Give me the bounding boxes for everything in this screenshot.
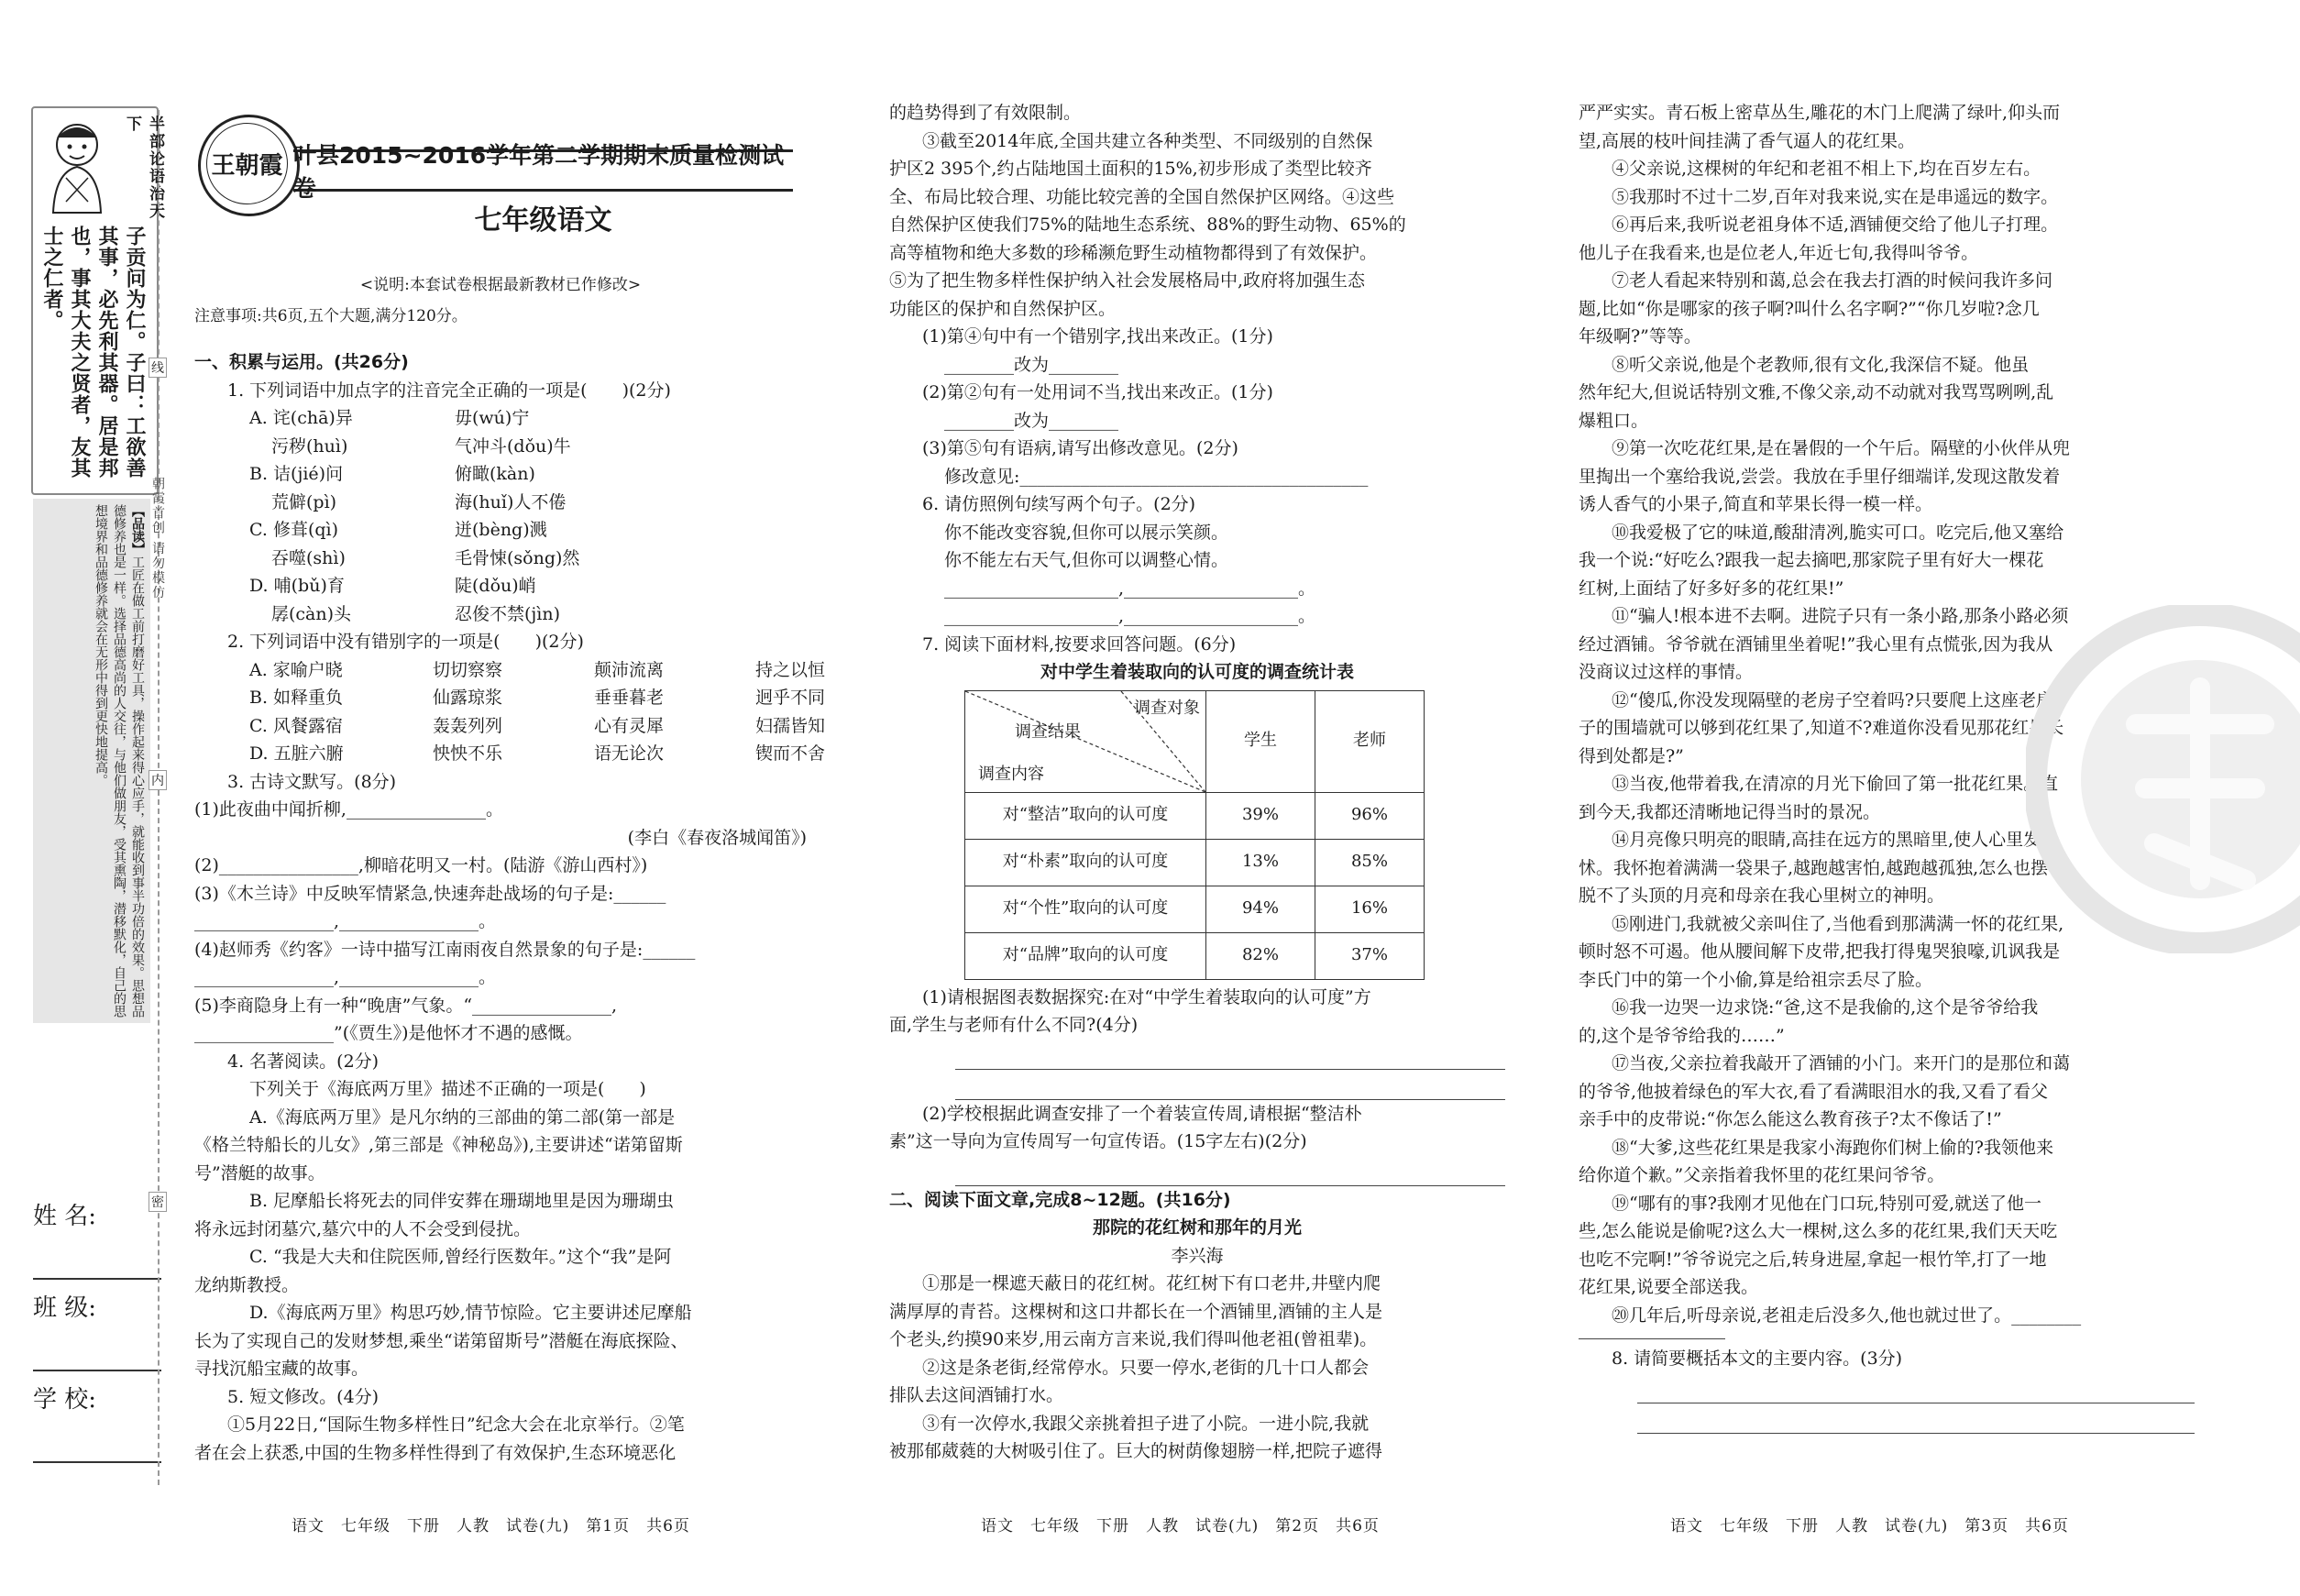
table-cell: 82%	[1206, 932, 1315, 979]
text-line: 护区2 395个,约占陆地国土面积的15%,初步形成了类型比较齐	[889, 159, 1372, 179]
text-line: 的趋势得到了有效限制。	[889, 103, 1082, 123]
text-line: 得到处都是?”	[1579, 745, 1684, 766]
text-line: ④父亲说,这棵树的年纪和老祖不相上下,均在百岁左右。	[1612, 159, 2041, 179]
text-line: 2. 下列词语中没有错别字的一项是( )(2分)	[227, 632, 584, 652]
table-cell: 85%	[1315, 839, 1425, 886]
text-line: 3. 古诗文默写。(8分)	[227, 771, 397, 792]
text-line: ________________”(《贾生》)是他怀才不遇的感慨。	[194, 1023, 583, 1043]
text-line: (2)学校根据此调查安排了一个着装宣传周,请根据“整洁朴	[922, 1103, 1362, 1124]
table-diagonal-header: 调查对象 调查结果 调查内容	[965, 690, 1206, 792]
table-cell: 37%	[1315, 932, 1425, 979]
text-line: ⑯我一边哭一边求饶:“爸,这不是我偷的,这个是爷爷给我	[1612, 997, 2039, 1018]
option-text: 妇孺皆知	[755, 715, 826, 736]
pinyin-option: A. 诧(chā)异 毋(wú)宁	[249, 408, 530, 428]
text-line: B. 尼摩船长将死去的同伴安葬在珊瑚地里是因为珊瑚虫	[249, 1191, 675, 1211]
binding-strip	[26, 106, 163, 1481]
name-field[interactable]: 姓 名:	[33, 1197, 161, 1231]
text-line: 些,怎么能说是偷呢?这么大一棵树,这么多的花红果,我们天天吃	[1579, 1221, 2058, 1241]
exam-header	[193, 105, 807, 270]
text-line: 严严实实。青石板上密草丛生,雕花的木门上爬满了绿叶,仰头而	[1579, 103, 2061, 123]
lunyu-quote: 子贡问为仁。子曰：工欲善其事，必先利其器。居是邦也，事其大夫之贤者，友其士之仁者。	[40, 226, 147, 479]
text-line: 7. 阅读下面材料,按要求回答问题。(6分)	[922, 633, 1237, 655]
text-line: 然年纪大,但说话特别文雅,不像父亲,动不动就对我骂骂咧咧,乱	[1579, 382, 2054, 402]
text-line: 李兴海	[1171, 1245, 1224, 1266]
text-line: 8. 请简要概括本文的主要内容。(3分)	[1612, 1348, 1903, 1369]
subject-title: 七年级语文	[474, 204, 612, 237]
table-row	[965, 839, 1425, 886]
cut-label: 线	[149, 358, 167, 378]
lunyu-box	[31, 106, 164, 495]
pinyin-option: 孱(càn)头 忍俊不禁(jìn)	[271, 603, 561, 624]
text-line: ⑦老人看起来特别和蔼,总会在我去打酒的时候问我许多问	[1612, 270, 2053, 291]
column-1	[194, 348, 826, 1467]
pinyin-option: B. 诘(jié)问 俯瞰(kàn)	[249, 464, 535, 484]
table-cell: 16%	[1315, 886, 1425, 932]
option-text: 轰轰列列	[433, 715, 503, 736]
text-line: ⑩我爱极了它的味道,酸甜清冽,脆实可口。吃完后,他又塞给	[1612, 522, 2064, 543]
row-label: 对“整洁”取向的认可度	[965, 792, 1206, 839]
option-text: C. 风餐露宿	[249, 715, 343, 736]
cut-line	[158, 110, 160, 1485]
text-line: A.《海底两万里》是凡尔纳的三部曲的第二部(第一部是	[249, 1106, 676, 1128]
text-line: 素”这一导向为宣传周写一句宣传语。(15字左右)(2分)	[889, 1131, 1307, 1151]
text-line: (1)此夜曲中闻折柳,________________。	[194, 799, 503, 820]
pindu-text: 工匠在做工前打磨好工具，操作起来得心应手，就能收到事半功倍的效果。思想品德修养也是一样。选择品德高尚的人交往，与他们做朋友，受其熏陶，潜移默化，自己的思想境界和品德修养就会在无形中得到更快地提高。	[94, 504, 145, 1018]
text-line: D.《海底两万里》构思巧妙,情节惊险。它主要讲述尼摩船	[249, 1303, 692, 1323]
text-line: 给你道个歉。”父亲指着我怀里的花红果问爷爷。	[1579, 1165, 1945, 1185]
side-note: 朝霞首创 请勿模仿	[150, 477, 165, 600]
text-line: 的爷爷,他披着绿色的军大衣,看了看满眼泪水的我,又看了看父	[1579, 1081, 2049, 1102]
text-line: 排队去这间酒铺打水。	[889, 1385, 1064, 1405]
page-footer: 语文 七年级 下册 人教 试卷(九) 第1页 共6页	[292, 1517, 690, 1535]
text-line: 题,比如“你是哪家的孩子啊?叫什么名字啊?”“你几岁啦?念几	[1579, 298, 2040, 319]
school-field[interactable]: 学 校:	[33, 1381, 161, 1414]
text-line: 《格兰特船长的儿女》,第三部是《神秘岛》),主要讲述“诺第留斯	[194, 1135, 683, 1155]
text-line: 里掏出一个塞给我说,尝尝。我放在手里仔细端详,发现这散发着	[1579, 466, 2061, 487]
text-line: ①那是一棵遮天蔽日的花红树。花红树下有口老井,井壁内爬	[922, 1273, 1381, 1293]
text-line: ⑲“哪有的事?我刚才见他在门口玩,特别可爱,就送了他一	[1612, 1193, 2041, 1214]
option-text: 持之以恒	[755, 659, 826, 680]
answer-line[interactable]	[955, 1070, 1505, 1100]
text-line: ⑤我那时不过十二岁,百年对我来说,实在是串遥远的数字。	[1612, 186, 2059, 207]
page-footer: 语文 七年级 下册 人教 试卷(九) 第2页 共6页	[981, 1517, 1380, 1535]
text-line: 满厚厚的青苔。这棵树和这口井都长在一个酒铺里,酒铺的主人是	[889, 1301, 1383, 1322]
text-line: 那院的花红树和那年的月光	[1092, 1217, 1302, 1238]
option-text: 怏怏不乐	[433, 743, 503, 764]
text-line: (4)赵师秀《约客》一诗中描写江南雨夜自然景象的句子是:______	[194, 939, 696, 960]
text-line: 经过酒铺。爷爷就在酒铺里坐着呢!”我心里有点慌张,因为我从	[1579, 633, 2053, 655]
survey-table	[964, 690, 1425, 980]
text-line: 龙纳斯教授。	[194, 1274, 300, 1295]
table-cell: 13%	[1206, 839, 1315, 886]
text-line: 个老头,约摸90来岁,用云南方言来说,我们得叫他老祖(曾祖辈)。	[889, 1329, 1378, 1349]
text-line: ⑭月亮像只明亮的眼睛,高挂在远方的黑暗里,使人心里发	[1612, 830, 2041, 850]
section-heading: 一、积累与运用。(共26分)	[194, 352, 409, 372]
text-line: 没商议过这样的事情。	[1579, 662, 1754, 682]
text-line: ③有一次停水,我跟父亲挑着担子进了小院。一进小院,我就	[922, 1413, 1370, 1434]
pinyin-option: 吞噬(shì) 毛骨悚(sǒng)然	[271, 547, 580, 568]
text-line: 到今天,我都还清晰地记得当时的景况。	[1579, 801, 1881, 822]
text-line: ________________,________________。	[194, 967, 497, 987]
row-label: 对“个性”取向的认可度	[965, 886, 1206, 932]
text-line: ________改为________	[944, 354, 1119, 375]
option-row	[194, 684, 826, 712]
text-line: 5. 短文修改。(4分)	[227, 1386, 380, 1407]
option-text: 语无论次	[594, 743, 665, 764]
text-line: ⑬当夜,他带着我,在清凉的月光下偷回了第一批花红果。直	[1612, 774, 2059, 794]
text-line: 子的围墙就可以够到花红果了,知道不?难道你没看见那花红果长	[1579, 718, 2064, 738]
text-line: 望,高展的枝叶间挂满了香气逼人的花红果。	[1579, 130, 1916, 151]
answer-line[interactable]	[955, 1040, 1505, 1070]
text-line: (1)请根据图表数据探究:在对“中学生着装取向的认可度”方	[922, 986, 1371, 1007]
row-label: 对“品牌”取向的认可度	[965, 932, 1206, 979]
text-line: ____________________,____________________。	[944, 606, 1316, 626]
seal-watermark-icon	[2026, 605, 2300, 953]
exam-title: 叶县2015~2016学年第二学期期末质量检测试卷	[293, 149, 793, 192]
text-line: 你不能改变容貌,但你可以展示笑颜。	[944, 522, 1229, 543]
text-line: ⑪“骗人!根本进不去啊。进院子只有一条小路,那条小路必须	[1612, 606, 2069, 626]
text-line: 长为了实现自己的发财梦想,乘坐“诺第留斯号”潜艇在海底探险、	[194, 1330, 688, 1351]
option-text: 垂垂暮老	[594, 688, 665, 708]
table-cell: 39%	[1206, 792, 1315, 839]
text-line: 也吃不完啊!”爷爷说完之后,转身进屋,拿起一根竹竿,打了一地	[1579, 1249, 2047, 1270]
text-line: (3)第⑤句有语病,请写出修改意见。(2分)	[922, 438, 1238, 458]
option-text: 心有灵犀	[594, 715, 665, 736]
cut-label: 内	[149, 770, 167, 790]
pinyin-option: 荒僻(pì) 海(huǐ)人不倦	[271, 491, 567, 512]
pinyin-option: C. 修葺(qì) 迸(bèng)溅	[249, 520, 547, 540]
row-label: 对“朴素”取向的认可度	[965, 839, 1206, 886]
text-line: 将永远封闭墓穴,墓穴中的人不会受到侵扰。	[194, 1218, 532, 1239]
text-line: 号”潜艇的故事。	[194, 1162, 325, 1183]
table-row	[965, 932, 1425, 979]
text-line: ⑱“大爹,这些花红果是我家小海跑你们树上偷的?我领他来	[1612, 1137, 2053, 1158]
confucius-mascot-icon	[39, 114, 116, 216]
class-field[interactable]: 班 级:	[33, 1289, 161, 1323]
text-line: 者在会上获悉,中国的生物多样性得到了有效保护,生态环境恶化	[194, 1442, 677, 1463]
pindu-box	[33, 499, 150, 1023]
text-line: 我一个说:“好吃么?跟我一起去摘吧,那家院子里有好大一棵花	[1579, 550, 2044, 570]
text-line: ③截至2014年底,全国共建立各种类型、不同级别的自然保	[922, 130, 1373, 151]
option-row	[194, 740, 826, 768]
option-text: 锲而不舍	[755, 743, 826, 764]
text-line: 你不能左右天气,但你可以调整心情。	[944, 550, 1229, 570]
table-title: 对中学生着装取向的认可度的调查统计表	[1040, 662, 1354, 682]
option-text: A. 家喻户晓	[249, 659, 343, 680]
text-line: 怵。我怀抱着满满一袋果子,越跑越害怕,越跑越孤独,怎么也摆	[1579, 857, 2049, 878]
text-line: (2)第②句有一处用词不当,找出来改正。(1分)	[922, 382, 1273, 402]
footnote-rule	[1579, 1338, 1725, 1339]
table-row	[965, 792, 1425, 839]
text-line: ⑨第一次吃花红果,是在暑假的一个午后。隔壁的小伙伴从兜	[1612, 438, 2071, 458]
text-line: ____________________,____________________。	[944, 578, 1316, 599]
text-line: C. “我是大夫和住院医师,曾经行医数年。”这个“我”是阿	[249, 1247, 672, 1267]
strip-title: 半部论语治天下	[123, 116, 164, 220]
option-text: 颠沛流离	[594, 659, 665, 680]
text-line: ①5月22日,“国际生物多样性日”纪念大会在北京举行。②笔	[227, 1414, 685, 1435]
attention-note: 注意事项:共6页,五个大题,满分120分。	[194, 307, 468, 325]
text-line: 花红果,说要全部送我。	[1579, 1277, 1759, 1297]
option-text: B. 如释重负	[249, 688, 344, 708]
answer-line[interactable]	[1637, 1373, 2195, 1403]
option-text: 切切察察	[433, 659, 503, 680]
text-line: 功能区的保护和自然保护区。	[889, 298, 1117, 319]
text-line: ⑥再后来,我听说老祖身体不适,酒铺便交给了他儿子打理。	[1612, 215, 2059, 235]
text-line: (5)李商隐身上有一种“晚唐”气象。“________________,	[194, 995, 618, 1016]
text-line: 诱人香气的小果子,简直和苹果长得一模一样。	[1579, 494, 1933, 514]
text-line: 面,学生与老师有什么不同?(4分)	[889, 1015, 1139, 1035]
text-line: 高等植物和绝大多数的珍稀濒危野生动植物都得到了有效保护。	[889, 242, 1378, 263]
text-line: ⑳几年后,听母亲说,老祖走后没多久,他也就过世了。________	[1612, 1304, 2082, 1326]
text-line: (李白《春夜洛城闻笛》)	[627, 827, 807, 848]
pinyin-option: D. 哺(bǔ)育 陡(dǒu)峭	[249, 576, 536, 596]
column-2	[889, 99, 1505, 1466]
page-footer: 语文 七年级 下册 人教 试卷(九) 第3页 共6页	[1670, 1517, 2069, 1535]
text-line: ⑫“傻瓜,你没发现隔壁的老房子空着吗?只要爬上这座老房	[1612, 689, 2053, 710]
option-text: D. 五脏六腑	[249, 743, 344, 764]
text-line: 寻找沉船宝藏的故事。	[194, 1359, 369, 1379]
text-line: ⑰当夜,父亲拉着我敲开了酒铺的小门。来开门的是那位和蔼	[1612, 1053, 2071, 1073]
text-line: 他儿子在我看来,也是位老人,年近七旬,我得叫爷爷。	[1579, 242, 1979, 263]
text-line: 亲手中的皮带说:“你怎么能这么教育孩子?太不像话了!”	[1579, 1109, 2002, 1129]
text-line: ⑮刚进门,我就被父亲叫住了,当他看到那满满一怀的花红果,	[1612, 913, 2064, 934]
text-line: 1. 下列词语中加点字的注音完全正确的一项是( )(2分)	[227, 380, 671, 401]
option-row	[194, 656, 826, 685]
option-text: 仙露琼浆	[433, 688, 503, 708]
text-line: ⑧听父亲说,他是个老教师,很有文化,我深信不疑。他虽	[1612, 354, 2030, 375]
text-line: 4. 名著阅读。(2分)	[227, 1051, 380, 1072]
text-line: (1)第④句中有一个错别字,找出来改正。(1分)	[922, 326, 1273, 347]
text-line: 被那郁葳蕤的大树吸引住了。巨大的树荫像翅膀一样,把院子遮得	[889, 1441, 1383, 1461]
text-line: 全、布局比较合理、功能比较完善的全国自然保护区网络。④这些	[889, 186, 1395, 207]
option-text: 迥乎不同	[755, 688, 826, 708]
text-line: 的,这个是爷爷给我的……”	[1579, 1025, 1785, 1046]
text-line: 下列关于《海底两万里》描述不正确的一项是( )	[249, 1079, 646, 1099]
section-heading: 二、阅读下面文章,完成8~12题。(共16分)	[889, 1189, 1231, 1210]
text-line: ________________,________________。	[194, 911, 497, 931]
table-cell: 96%	[1315, 792, 1425, 839]
text-line: 顿时怒不可遏。他从腰间解下皮带,把我打得鬼哭狼嚎,讥讽我是	[1579, 941, 2061, 962]
logo-text: 王朝霞	[206, 123, 288, 204]
text-line: ②这是条老街,经常停水。只要一停水,老街的几十口人都会	[922, 1357, 1370, 1378]
text-line: 年级啊?”等等。	[1579, 326, 1701, 347]
pindu-label: 【品读】	[130, 504, 145, 556]
text-line: 爆粗口。	[1579, 410, 1649, 431]
text-line: 自然保护区使我们75%的陆地生态系统、88%的野生动物、65%的	[889, 215, 1406, 235]
option-row	[194, 712, 826, 741]
answer-line[interactable]	[955, 1156, 1505, 1186]
revision-note: <说明:本套试卷根据最新教材已作修改>	[359, 276, 642, 294]
text-line: ⑤为了把生物多样性保护纳入社会发展格局中,政府将加强生态	[889, 270, 1366, 291]
text-line: ________改为________	[944, 410, 1119, 431]
table-cell: 94%	[1206, 886, 1315, 932]
text-line: 红树,上面结了好多好多的花红果!”	[1579, 578, 1844, 599]
brand-logo	[198, 115, 300, 216]
pinyin-option: 污秽(huì) 气冲斗(dǒu)牛	[271, 435, 571, 457]
cut-label: 密	[149, 1192, 167, 1212]
col-header-student: 学生	[1206, 690, 1315, 792]
text-line: 6. 请仿照例句续写两个句子。(2分)	[922, 494, 1196, 514]
answer-line[interactable]	[1637, 1403, 2195, 1434]
text-line: (3)《木兰诗》中反映军情紧急,快速奔赴战场的句子是:______	[194, 883, 666, 904]
text-line: (2)________________,柳暗花明又一村。(陆游《游山西村》)	[194, 855, 648, 875]
table-row	[965, 886, 1425, 932]
text-line: 修改意见:________________________________________	[944, 466, 1369, 487]
text-line: 脱不了头顶的月亮和母亲在我心里树立的神明。	[1579, 886, 1945, 906]
text-line: 李氏门中的第一个小偷,算是给祖宗丢尽了脸。	[1579, 969, 1933, 990]
col-header-teacher: 老师	[1315, 690, 1425, 792]
